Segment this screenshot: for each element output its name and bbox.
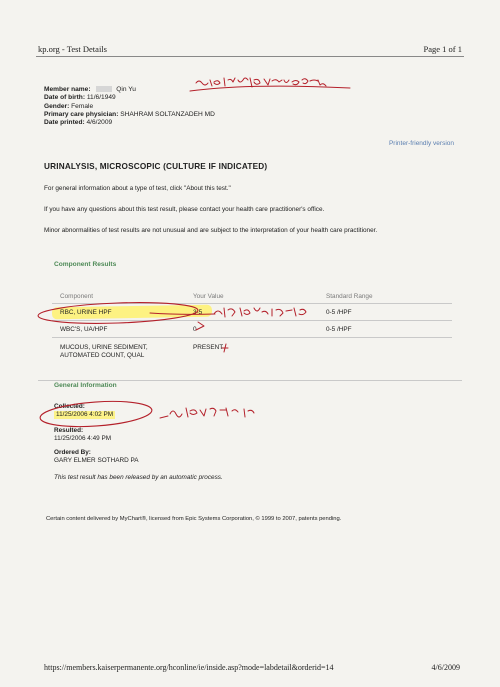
page-number: Page 1 of 1 [423,44,462,54]
ordered-value: GARY ELMER SOTHARD PA [54,457,139,464]
row-rbc-component: RBC, URINE HPF [60,309,112,316]
print-footer-date: 4/6/2009 [431,663,460,672]
physician-label: Primary care physician: [44,110,119,118]
row-mucous-component-line2: AUTOMATED COUNT, QUAL [60,352,145,359]
gender-value: Female [71,102,94,110]
info-paragraph-3: Minor abnormalities of test results are not unusual and are subject to the interpretation of your health care practitioner. [44,227,378,234]
dob-value: 11/6/1949 [86,94,116,102]
printed-label: Date printed: [44,119,85,127]
component-results-heading: Component Results [54,261,117,268]
resulted-value: 11/25/2006 4:49 PM [54,435,112,442]
row-wbc-component: WBC'S, UA/HPF [60,326,108,333]
row-mucous-component-line1: MUCOUS, URINE SEDIMENT, [60,344,148,351]
handwriting-rbc-note [214,308,306,317]
row-wbc-range: 0-5 /HPF [326,326,352,333]
print-footer-url: https://members.kaiserpermanente.org/hconline/ie/inside.asp?mode=labdetail&orderid=14 [44,663,334,672]
handwriting-scribble-top [190,78,350,91]
printer-friendly-link[interactable]: Printer-friendly version [388,140,454,147]
physician-value: SHAHRAM SOLTANZADEH MD [120,110,215,118]
copyright-note: Certain content delivered by MyChart®, licensed from Epic Systems Corporation, © 1999 to 2007, patents pending. [46,516,342,522]
column-component: Component [60,293,94,300]
general-info-heading: General Information [54,382,117,389]
row-rbc-value: 3-5 [193,309,203,316]
strike-line [150,313,215,314]
circle-collected [39,398,152,430]
dob-label: Date of birth: [44,94,86,102]
row-mucous-value: PRESENT [193,344,224,351]
info-paragraph-1: For general information about a type of test, click "About this test." [44,185,231,192]
gender-label: Gender: [44,102,70,110]
test-title: URINALYSIS, MICROSCOPIC (CULTURE IF INDICATED) [44,162,268,171]
arrow-mark [196,322,204,330]
member-name-label: Member name: [44,86,91,93]
release-note: This test result has been released by an automatic process. [54,474,223,481]
column-standard-range: Standard Range [326,293,373,300]
ordered-label: Ordered By: [54,449,91,456]
page-header-title: kp.org - Test Details [38,44,107,54]
circle-rbc-row [38,300,199,326]
collected-label: Collected: [54,403,85,410]
column-your-value: Your Value [193,293,224,300]
row-wbc-value: 0 [193,326,197,333]
printed-value: 4/6/2009 [86,119,113,127]
collected-value: 11/25/2006 4:02 PM [56,411,114,418]
handwriting-collected-note [160,408,254,418]
resulted-label: Resulted: [54,427,84,434]
member-name-value: Qin Yu [116,86,136,93]
present-mark [222,344,228,352]
info-paragraph-2: If you have any questions about this test result, please contact your health care practitioner's office. [44,206,325,213]
row-rbc-range: 0-5 /HPF [326,309,352,316]
